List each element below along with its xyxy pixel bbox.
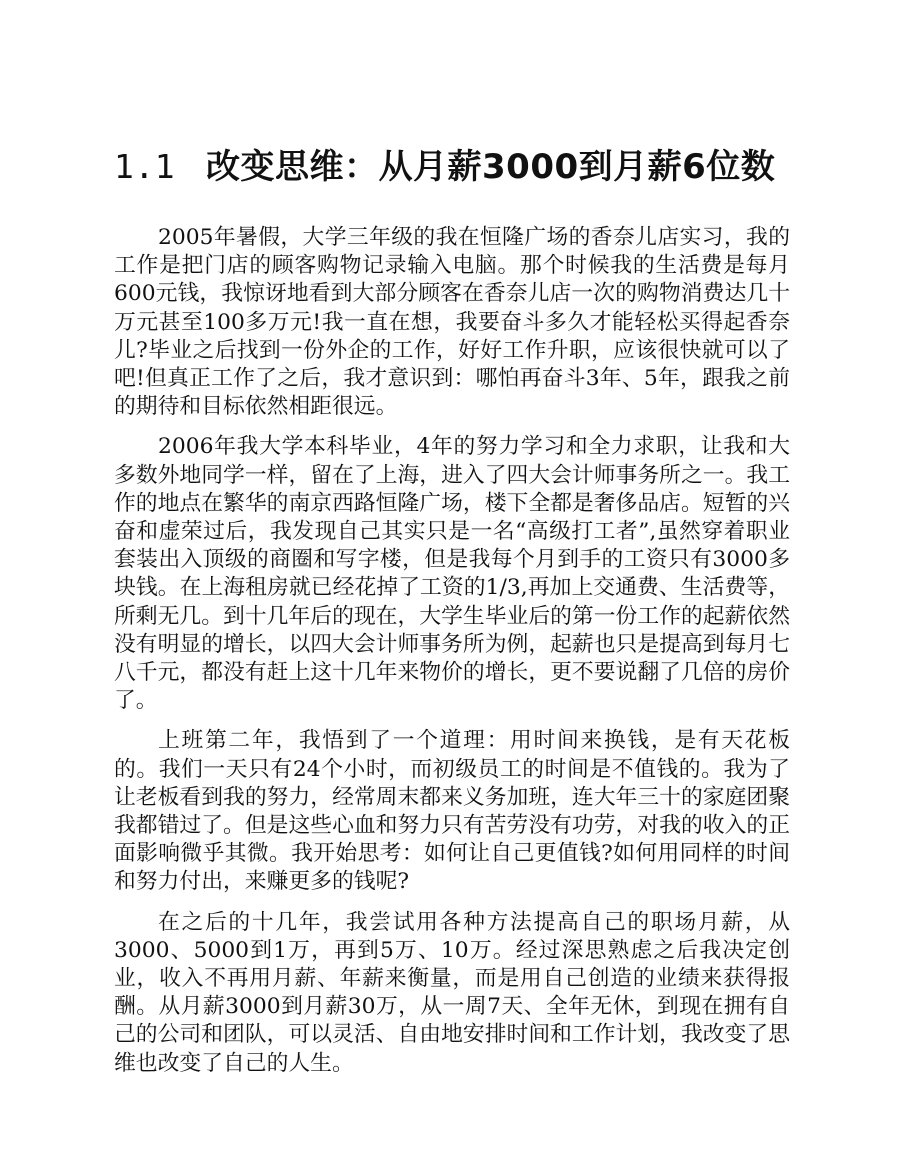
section-number: 1.1 bbox=[114, 147, 176, 186]
section-heading bbox=[114, 142, 814, 192]
section-title: 改变思维：从月薪3000到月薪6位数 bbox=[206, 147, 776, 187]
paragraph: 2006年我大学本科毕业，4年的努力学习和全力求职，让我和大多数外地同学一样，留在了上海，进入了四大会计师事务所之一。我工作的地点在繁华的南京西路恒隆广场，楼下全都是奢侈品店。短暂的兴奋和虚荣过后，我发现自己其实只是一名“高级打工者”,虽然穿着职业套装出入顶级的商圈和写字楼，但是我每个月到手的工资只有3000多块钱。在上海租房就已经花掉了工资的1/3,再加上交通费、生活费等，所剩无几。到十几年后的现在，大学生毕业后的第一份工作的起薪依然没有明显的增长，以四大会计师事务所为例，起薪也只是提高到每月七八千元，都没有赶上这十几年来物价的增长，更不要说翻了几倍的房价了。 bbox=[114, 434, 790, 714]
body-text bbox=[114, 224, 790, 1090]
paragraph: 在之后的十几年，我尝试用各种方法提高自己的职场月薪，从3000、5000到1万，再到5万、10万。经过深思熟虑之后我决定创业，收入不再用月薪、年薪来衡量，而是用自己创造的业绩来获得报酬。从月薪3000到月薪30万，从一周7天、全年无休，到现在拥有自己的公司和团队，可以灵活、自由地安排时间和工作计划，我改变了思维也改变了自己的人生。 bbox=[114, 909, 790, 1076]
paragraph: 上班第二年，我悟到了一个道理：用时间来换钱，是有天花板的。我们一天只有24个小时，而初级员工的时间是不值钱的。我为了让老板看到我的努力，经常周末都来义务加班，连大年三十的家庭团聚我都错过了。但是这些心血和努力只有苦劳没有功劳，对我的收入的正面影响微乎其微。我开始思考：如何让自己更值钱?如何用同样的时间和努力付出，来赚更多的钱呢? bbox=[114, 728, 790, 895]
paragraph: 2005年暑假，大学三年级的我在恒隆广场的香奈儿店实习，我的工作是把门店的顾客购物记录输入电脑。那个时候我的生活费是每月600元钱，我惊讶地看到大部分顾客在香奈儿店一次的购物消费达几十万元甚至100多万元!我一直在想，我要奋斗多久才能轻松买得起香奈儿?毕业之后找到一份外企的工作，好好工作升职，应该很快就可以了吧!但真正工作了之后，我才意识到：哪怕再奋斗3年、5年，跟我之前的期待和目标依然相距很远。 bbox=[114, 225, 790, 420]
